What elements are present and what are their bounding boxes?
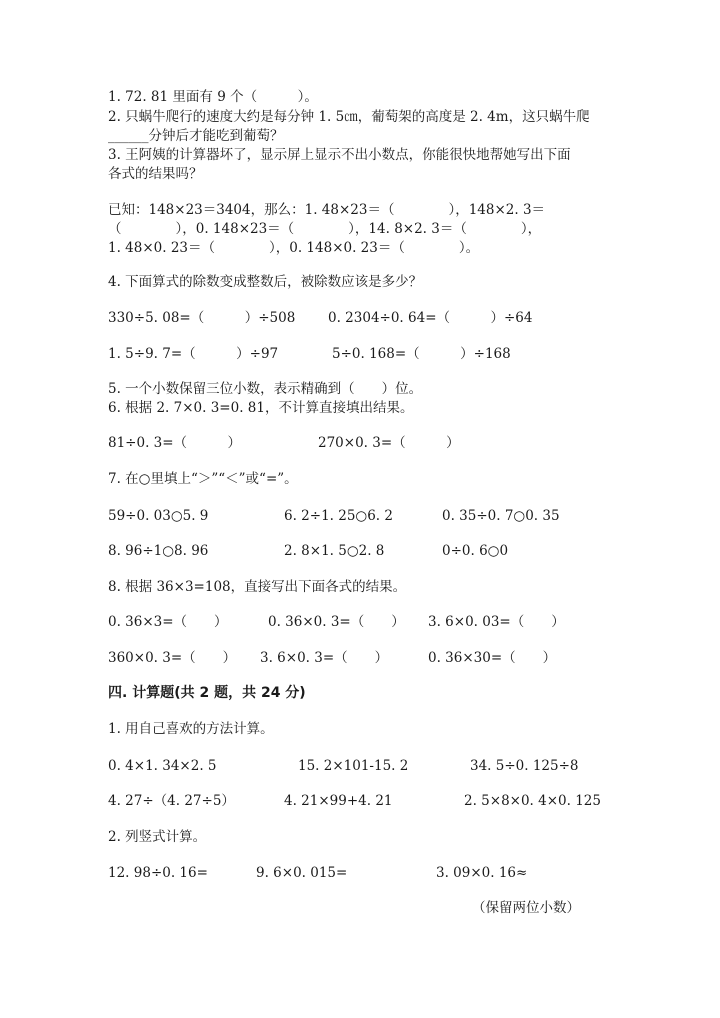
- question-3-line-1: 3. 王阿姨的计算器坏了，显示屏上显示不出小数点，你能很快地帮她写出下面: [108, 147, 571, 163]
- question-7-row1-c: 0. 35÷0. 7○0. 35: [442, 508, 560, 524]
- question-4-row1-a: 330÷5. 08=（ ）÷508: [108, 310, 296, 326]
- question-8-row1-a: 0. 36×3=（ ）: [108, 614, 228, 630]
- question-7-row2-b: 2. 8×1. 5○2. 8: [284, 543, 385, 559]
- section-4-p2-note: （保留两位小数）: [472, 900, 580, 916]
- section-4-p2-b: 9. 6×0. 015=: [256, 865, 348, 881]
- question-3-known-line-3: 1. 48×0. 23＝（ ），0. 148×0. 23＝（ ）。: [108, 240, 480, 256]
- question-7-row2-a: 8. 96÷1○8. 96: [108, 543, 209, 559]
- section-4-p1-row1-a: 0. 4×1. 34×2. 5: [108, 758, 217, 774]
- question-6-b: 270×0. 3=（ ）: [318, 435, 460, 451]
- section-4-p2-a: 12. 98÷0. 16=: [108, 865, 208, 881]
- section-4-problem-1-title: 1. 用自己喜欢的方法计算。: [108, 721, 274, 737]
- question-8-row2-c: 0. 36×30=（ ）: [428, 650, 557, 666]
- question-5: 5. 一个小数保留三位小数，表示精确到（ ）位。: [108, 381, 423, 397]
- question-6-title: 6. 根据 2. 7×0. 3=0. 81，不计算直接填出结果。: [108, 400, 414, 416]
- section-4-p1-row1-b: 15. 2×101-15. 2: [298, 758, 409, 774]
- section-4-p1-row2-b: 4. 21×99+4. 21: [284, 793, 393, 809]
- question-3-line-2: 各式的结果吗？: [108, 166, 203, 182]
- section-4-heading: 四. 计算题(共 2 题，共 24 分): [108, 685, 306, 701]
- question-3-known-line-2: （ ），0. 148×23＝（ ），14. 8×2. 3＝（ ），: [108, 221, 542, 237]
- question-6-a: 81÷0. 3=（ ）: [108, 435, 242, 451]
- question-7-title: 7. 在○里填上“＞”“＜”或“=”。: [108, 471, 298, 487]
- section-4-problem-2-title: 2. 列竖式计算。: [108, 829, 207, 845]
- question-2-line-2: ______分钟后才能吃到葡萄？: [108, 128, 284, 144]
- question-4-title: 4. 下面算式的除数变成整数后，被除数应该是多少？: [108, 274, 423, 290]
- section-4-p2-c: 3. 09×0. 16≈: [436, 865, 528, 881]
- question-7-row1-a: 59÷0. 03○5. 9: [108, 508, 209, 524]
- question-4-row2-b: 5÷0. 168=（ ）÷168: [332, 346, 511, 362]
- question-8-row1-b: 0. 36×0. 3=（ ）: [268, 614, 405, 630]
- section-4-p1-row2-c: 2. 5×8×0. 4×0. 125: [464, 793, 601, 809]
- question-8-row2-b: 3. 6×0. 3=（ ）: [260, 650, 389, 666]
- question-7-row2-c: 0÷0. 6○0: [442, 543, 509, 559]
- question-7-row1-b: 6. 2÷1. 25○6. 2: [284, 508, 393, 524]
- section-4-p1-row1-c: 34. 5÷0. 125÷8: [470, 758, 579, 774]
- question-4-row2-a: 1. 5÷9. 7=（ ）÷97: [108, 346, 279, 362]
- question-8-title: 8. 根据 36×3=108，直接写出下面各式的结果。: [108, 579, 407, 595]
- question-1: 1. 72. 81 里面有 9 个（ ）。: [108, 89, 318, 105]
- question-4-row1-b: 0. 2304÷0. 64=（ ）÷64: [328, 310, 533, 326]
- section-4-p1-row2-a: 4. 27÷（4. 27÷5）: [108, 793, 235, 809]
- question-8-row1-c: 3. 6×0. 03=（ ）: [428, 614, 565, 630]
- question-2-line-1: 2. 只蜗牛爬行的速度大约是每分钟 1. 5㎝，葡萄架的高度是 2. 4m，这只蜗牛爬: [108, 109, 590, 125]
- question-8-row2-a: 360×0. 3=（ ）: [108, 650, 237, 666]
- question-3-known-line-1: 已知：148×23＝3404，那么：1. 48×23＝（ ），148×2. 3＝: [108, 202, 546, 218]
